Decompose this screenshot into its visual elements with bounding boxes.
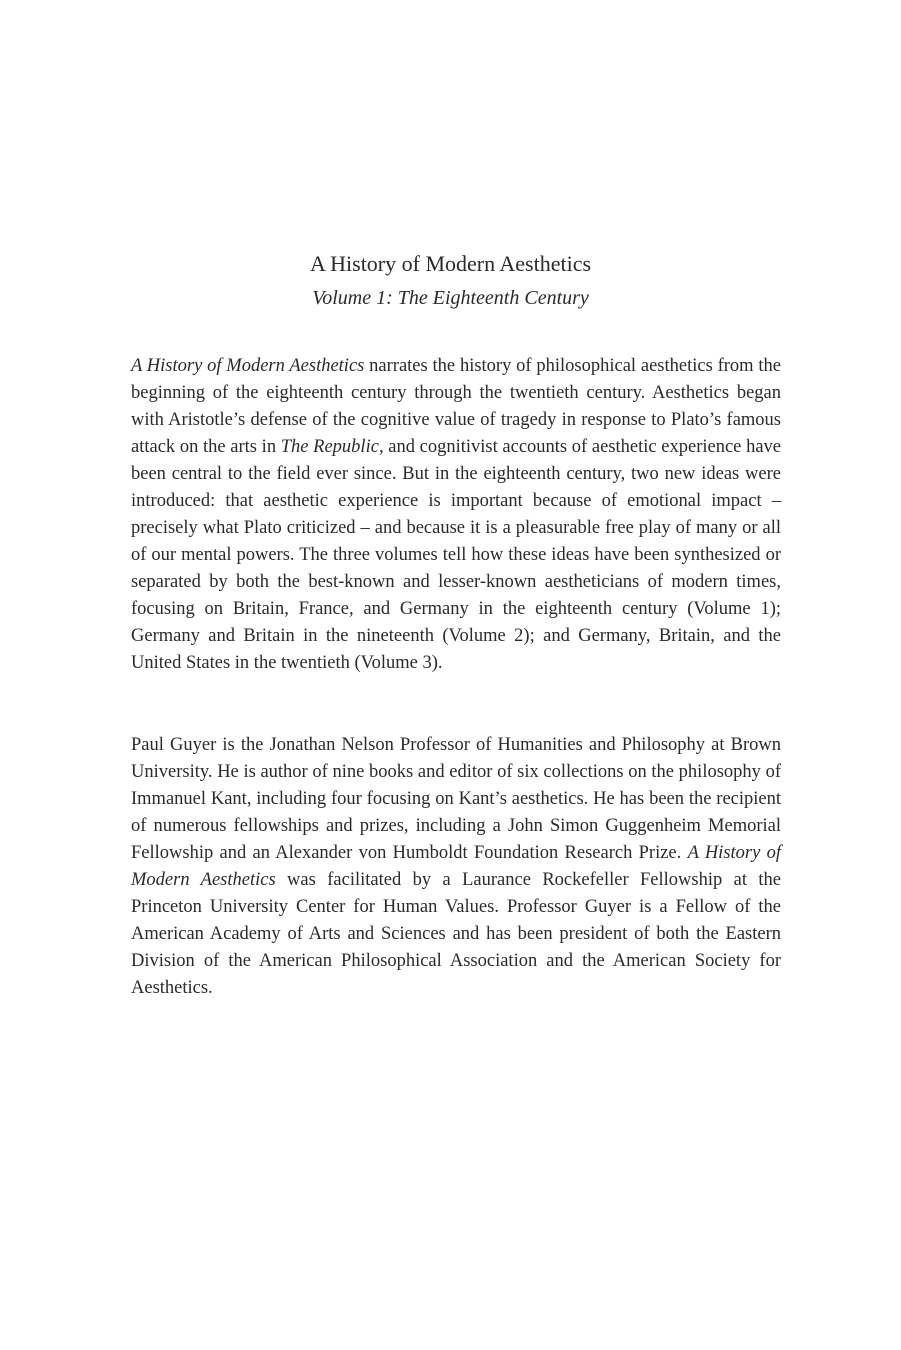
bio-text-part-1: Paul Guyer is the Jonathan Nelson Professor of Humanities and Philosophy at Brown University. He is author of nine books and editor of six collections on the philosophy of Immanuel Kant, including four focusing on Kant’s aesthetics. He has been the recipient of numerous fellowships and prizes, including a John Simon Guggenheim Memorial Fellowship and an Alexander von Humboldt Foundation Research Prize. <box>131 735 781 863</box>
book-description-paragraph <box>131 353 781 677</box>
bio-text-part-2: was facilitated by a Laurance Rockefeller Fellowship at the Princeton University Center for Human Values. Professor Guyer is a Fellow of the American Academy of Arts and Sciences and has been president of both the Eastern Division of the American Philosophical Association and the American Society for Aesthetics. <box>131 870 781 998</box>
bio-book-title: A History of Modern Aesthetics <box>131 843 782 890</box>
description-republic-title: The Republic <box>280 437 379 457</box>
description-text-part-1: narrates the history of philosophical aesthetics from the beginning of the eighteenth century through the twentieth century. Aesthetics began with Aristotle’s defense of the cognitive value of tragedy in response to Plato’s famous attack on the arts in <box>131 356 781 457</box>
description-book-title: A History of Modern Aesthetics <box>131 356 365 376</box>
book-title: A History of Modern Aesthetics <box>309 251 592 276</box>
book-subtitle: Volume 1: The Eighteenth Century <box>312 287 589 309</box>
description-text-part-2: , and cognitivist accounts of aesthetic experience have been central to the field ever since. But in the eighteenth century, two new ideas were introduced: that aesthetic experience is important because of emotional impact – precisely what Plato criticized – and because it is a pleasurable free play of many or all of our mental powers. The three volumes tell how these ideas have been synthesized or separated by both the best-known and lesser-known aestheticians of modern times, focusing on Britain, France, and Germany in the eighteenth century (Volume 1); Germany and Britain in the nineteenth (Volume 2); and Germany, Britain, and the United States in the twentieth (Volume 3). <box>131 437 781 673</box>
title-block <box>0 247 901 315</box>
author-bio-paragraph <box>131 732 781 1002</box>
